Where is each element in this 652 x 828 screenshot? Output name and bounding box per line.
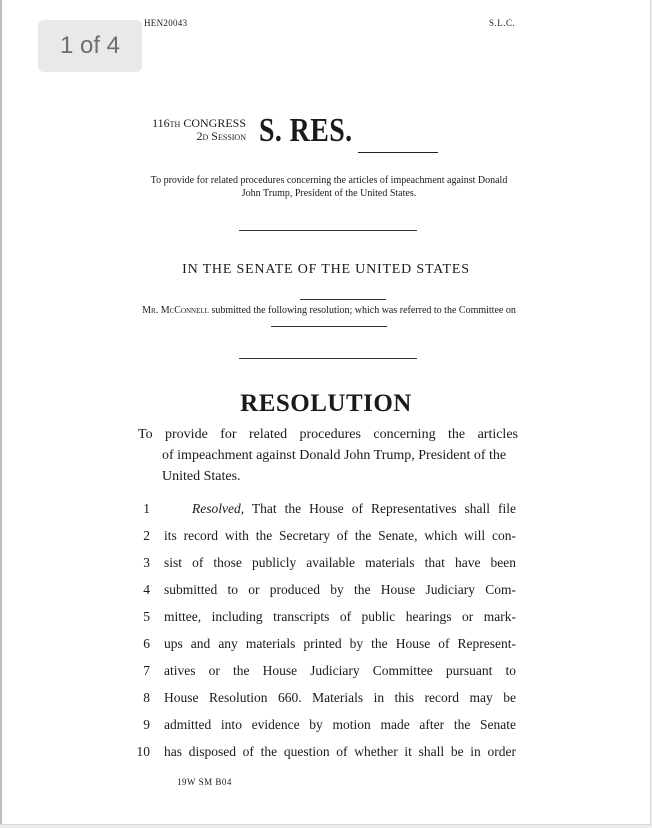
- resolution-heading: RESOLUTION: [240, 390, 412, 417]
- line-number: 8: [143, 690, 150, 705]
- line-number: 4: [143, 582, 150, 597]
- body-line: [136, 633, 520, 660]
- congress-number: 116th CONGRESS: [152, 116, 246, 130]
- line-text: ups and any materials printed by the House of Represent-: [164, 636, 516, 651]
- line-text: Resolved, That the House of Representatives shall file: [192, 501, 516, 516]
- measure-title: S. RES.: [259, 112, 353, 149]
- line-text: mittee, including transcripts of public hearings or mark-: [164, 609, 516, 624]
- line-text: has disposed of the question of whether it shall be in order: [164, 744, 516, 759]
- body-line: [136, 498, 520, 525]
- body-line: [136, 741, 520, 768]
- resolved-clause: Resolved,: [192, 501, 245, 516]
- sponsor-line: [137, 304, 521, 331]
- body-line: [136, 579, 520, 606]
- line-text: submitted to or produced by the House Judiciary Com-: [164, 582, 516, 597]
- line-text: House Resolution 660. Materials in this record may be: [164, 690, 516, 705]
- line-text: admitted into evidence by motion made after the Senate: [164, 717, 516, 732]
- line-text: its record with the Secretary of the Senate, which will con-: [164, 528, 516, 543]
- page-indicator: 1 of 4: [38, 20, 142, 72]
- line-number: 9: [143, 717, 150, 732]
- purpose-clause: [138, 424, 518, 487]
- resolution-body: [136, 498, 520, 768]
- body-line: [136, 687, 520, 714]
- purpose-first-line: To provide for related procedures concerning the articles: [138, 427, 518, 442]
- congress-session-block: [138, 117, 246, 143]
- session: 2d Session: [196, 129, 246, 143]
- line-number: 1: [143, 501, 150, 516]
- line-number: 10: [136, 744, 150, 759]
- line-number: 6: [143, 636, 150, 651]
- divider-rule: [239, 358, 417, 359]
- footer-code: 19W SM B04: [177, 777, 232, 787]
- divider-rule: [239, 230, 417, 231]
- chamber-heading: IN THE SENATE OF THE UNITED STATES: [182, 262, 470, 277]
- body-line: [136, 606, 520, 633]
- short-title: To provide for related procedures concerning the articles of impeachment against Donald John Trump, President of the United States.: [150, 175, 508, 199]
- line-number: 3: [143, 555, 150, 570]
- body-line: [136, 525, 520, 552]
- body-line: [136, 714, 520, 741]
- sponsor-text: submitted the following resolution; which was referred to the Committee on: [211, 305, 516, 316]
- line-text: atives or the House Judiciary Committee pursuant to: [164, 663, 516, 678]
- purpose-continuation: of impeachment against Donald John Trump, President of the United States.: [162, 448, 507, 484]
- body-line: [136, 552, 520, 579]
- sponsor-name: Mr. McConnell: [142, 305, 209, 316]
- line-number: 7: [143, 663, 150, 678]
- line-number: 5: [143, 609, 150, 624]
- committee-blank: [271, 317, 387, 327]
- line-number: 2: [143, 528, 150, 543]
- measure-number-blank: [358, 152, 438, 153]
- line-text: sist of those publicly available materials that have been: [164, 555, 516, 570]
- divider-rule-short: [300, 299, 386, 300]
- slc-label: S.L.C.: [489, 18, 516, 28]
- document-id: HEN20043: [144, 18, 188, 28]
- body-line: [136, 660, 520, 687]
